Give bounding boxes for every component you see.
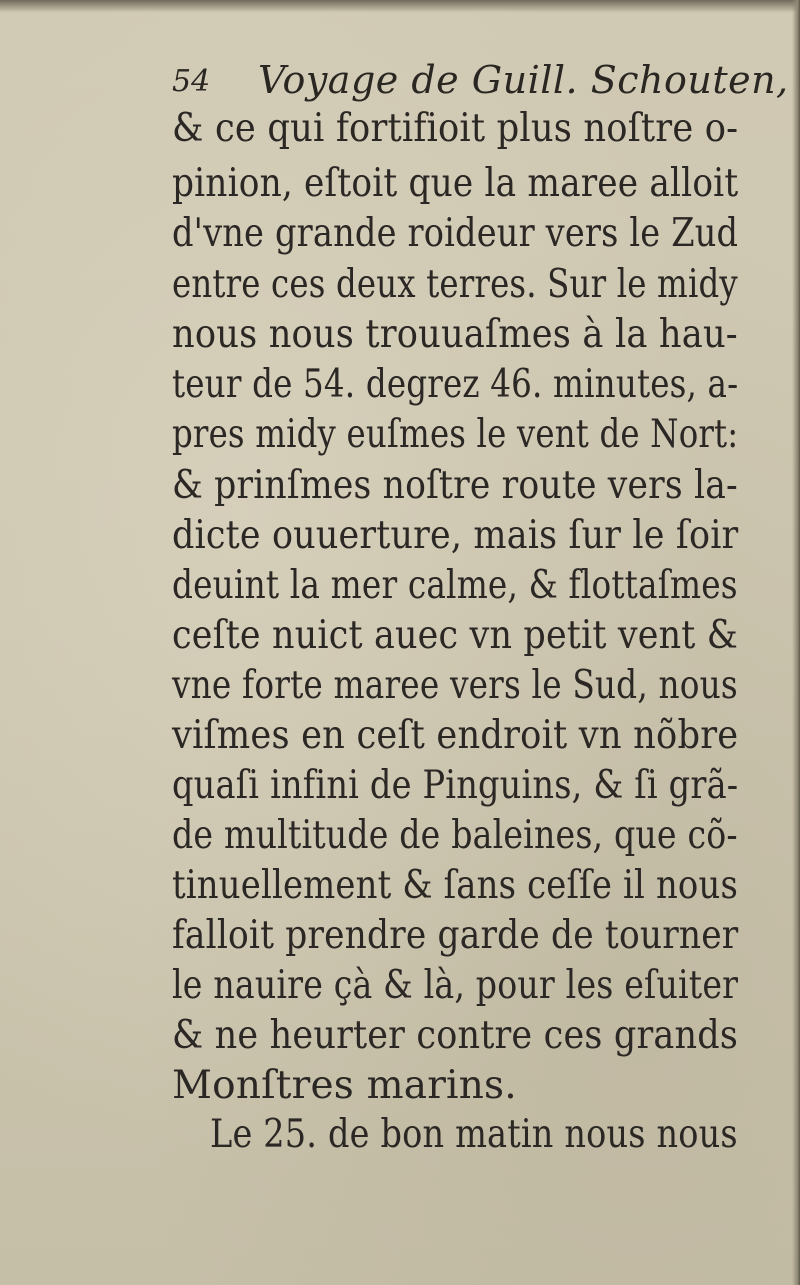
text-line: pres midy euſmes le vent de Nort: xyxy=(172,412,739,457)
running-head: Voyage de Guill. Schouten, xyxy=(258,58,789,102)
text-line: & ne heurter contre ces grands xyxy=(172,1013,738,1058)
page-top-edge xyxy=(0,0,800,12)
page-header xyxy=(172,58,789,106)
text-line: vne forte maree vers le Sud, nous xyxy=(172,663,738,708)
text-line: ceſte nuict auec vn petit vent & xyxy=(172,613,739,658)
text-line: & prinſmes noſtre route vers la- xyxy=(172,463,738,508)
text-line: Le 25. de bon matin nous nous xyxy=(210,1112,738,1157)
text-line: viſmes en ceſt endroit vn nõbre xyxy=(172,713,739,758)
page-number: 54 xyxy=(172,64,211,99)
text-line: deuint la mer calme, & flottaſmes xyxy=(172,563,738,608)
page-right-edge xyxy=(792,0,800,1285)
text-line: Monſtres marins. xyxy=(172,1063,517,1108)
text-line: tinuellement & ſans ceſſe il nous xyxy=(172,863,739,908)
text-line: & ce qui fortifioit plus noſtre o- xyxy=(172,106,739,151)
text-line: quaſi infini de Pinguins, & ſi grã- xyxy=(172,763,739,808)
text-line: nous nous trouuaſmes à la hau- xyxy=(172,312,738,357)
text-line: falloit prendre garde de tourner xyxy=(172,913,739,958)
text-line: entre ces deux terres. Sur le midy xyxy=(172,262,738,307)
text-line: pinion, eſtoit que la maree alloit xyxy=(172,161,739,206)
text-line: de multitude de baleines, que cõ- xyxy=(172,813,738,858)
text-line: d'vne grande roideur vers le Zud xyxy=(172,211,739,256)
text-line: le nauire çà & là, pour les eſuiter xyxy=(172,963,739,1008)
text-line: dicte ouuerture, mais ſur le ſoir xyxy=(172,513,739,558)
text-line: teur de 54. degrez 46. minutes, a- xyxy=(172,362,739,407)
